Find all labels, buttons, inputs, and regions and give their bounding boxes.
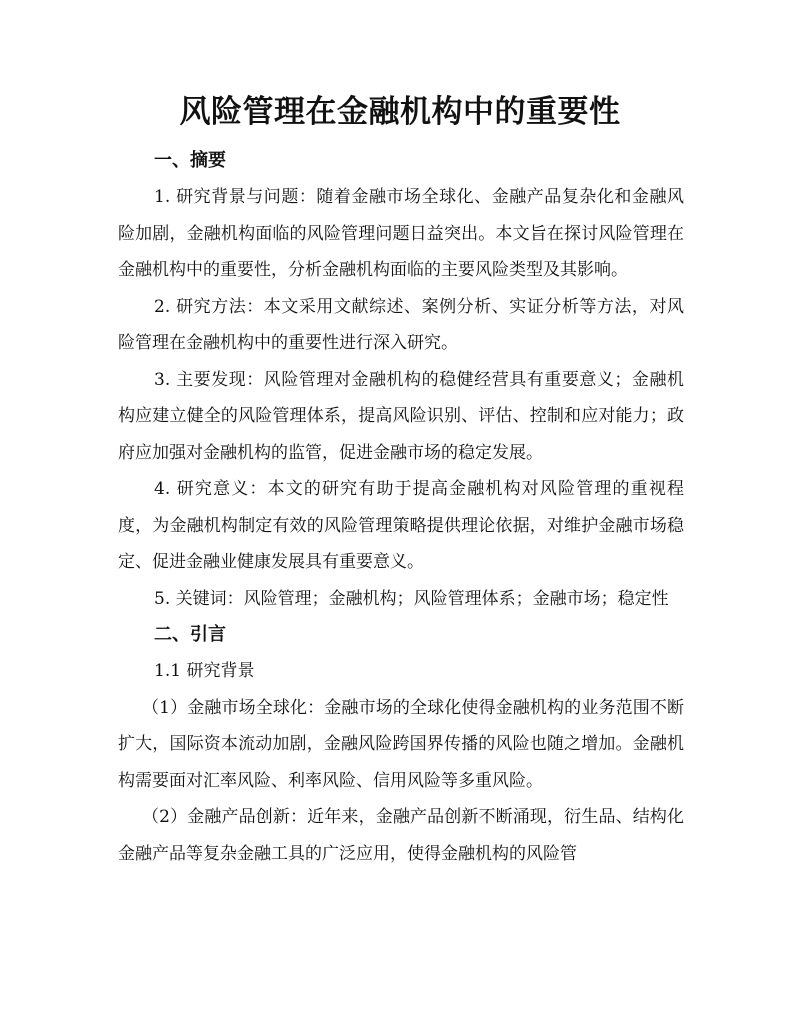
document-body xyxy=(118,143,684,872)
abstract-paragraph-method: 2. 研究方法：本文采用文献综述、案例分析、实证分析等方法，对风险管理在金融机构中的重要性进行深入研究。 xyxy=(118,296,684,353)
intro-paragraph-globalization: （1）金融市场全球化：金融市场的全球化使得金融机构的业务范围不断扩大，国际资本流动加剧，金融风险跨国界传播的风险也随之增加。金融机构需要面对汇率风险、利率风险、信用风险等多重风险。 xyxy=(118,697,684,791)
abstract-paragraph-findings: 3. 主要发现：风险管理对金融机构的稳健经营具有重要意义；金融机构应建立健全的风险管理体系，提高风险识别、评估、控制和应对能力；政府应加强对金融机构的监管，促进金融市场的稳定发展。 xyxy=(118,369,684,463)
subsection-heading-background: 1.1 研究背景 xyxy=(154,661,255,681)
section-heading-introduction: 二、引言 xyxy=(154,624,226,645)
abstract-paragraph-background: 1. 研究背景与问题：随着金融市场全球化、金融产品复杂化和金融风险加剧，金融机构面临的风险管理问题日益突出。本文旨在探讨风险管理在金融机构中的重要性，分析金融机构面临的主要风险类型及其影响。 xyxy=(118,187,684,280)
abstract-paragraph-keywords: 5. 关键词：风险管理；金融机构；风险管理体系；金融市场；稳定性 xyxy=(154,588,669,609)
section-heading-abstract: 一、摘要 xyxy=(154,150,226,171)
abstract-paragraph-significance: 4. 研究意义：本文的研究有助于提高金融机构对风险管理的重视程度，为金融机构制定有效的风险管理策略提供理论依据，对维护金融市场稳定、促进金融业健康发展具有重要意义。 xyxy=(118,479,684,572)
document-title: 风险管理在金融机构中的重要性 xyxy=(179,94,621,130)
intro-paragraph-innovation: （2）金融产品创新：近年来，金融产品创新不断涌现，衍生品、结构化金融产品等复杂金融工具的广泛应用，使得金融机构的风险管 xyxy=(118,807,684,864)
